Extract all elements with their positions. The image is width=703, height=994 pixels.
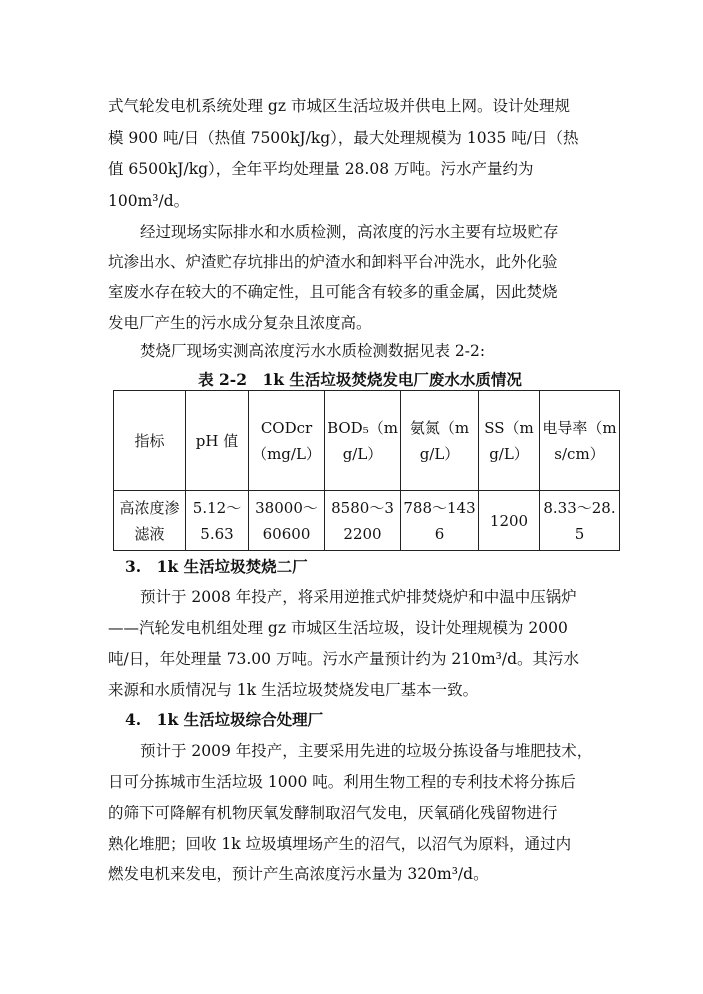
paragraph-line: 室废水存在较大的不确定性，且可能含有较多的重金属，因此焚烧 bbox=[108, 283, 558, 301]
paragraph-line: 值 6500kJ/kg），全年平均处理量 28.08 万吨。污水产量约为 bbox=[108, 160, 534, 178]
paragraph-line: 的筛下可降解有机物厌氧发酵制取沼气发电，厌氧硝化残留物进行 bbox=[108, 804, 558, 822]
paragraph-line: 预计于 2008 年投产，将采用逆推式炉排焚烧炉和中温中压锅炉 bbox=[140, 588, 577, 606]
header-cell: 电导率（ms/cm） bbox=[540, 391, 620, 491]
table-cell: 8.33～28.5 bbox=[540, 491, 620, 551]
paragraph-line: ——汽轮发电机组处理 gz 市城区生活垃圾，设计处理规模为 2000 bbox=[108, 619, 568, 637]
paragraph-line: 日可分拣城市生活垃圾 1000 吨。利用生物工程的专利技术将分拣后 bbox=[108, 773, 576, 791]
paragraph-line: 发电厂产生的污水成分复杂且浓度高。 bbox=[108, 314, 372, 332]
table-header-row bbox=[114, 391, 620, 491]
header-cell: 指标 bbox=[114, 391, 186, 491]
paragraph-line: 坑渗出水、炉渣贮存坑排出的炉渣水和卸料平台冲洗水，此外化验 bbox=[108, 253, 558, 271]
table-cell: 788～1436 bbox=[401, 491, 479, 551]
water-quality-table bbox=[113, 390, 620, 551]
paragraph-line: 式气轮发电机系统处理 gz 市城区生活垃圾并供电上网。设计处理规 bbox=[108, 97, 570, 115]
paragraph-line: 来源和水质情况与 1k 生活垃圾焚烧发电厂基本一致。 bbox=[108, 681, 479, 699]
table-row bbox=[114, 491, 620, 551]
paragraph-line: 模 900 吨/日（热值 7500kJ/kg），最大处理规模为 1035 吨/日（热 bbox=[108, 129, 579, 147]
table-cell: 38000～60600 bbox=[249, 491, 325, 551]
header-cell: BOD₅（mg/L） bbox=[325, 391, 401, 491]
section-heading: 4. 1k 生活垃圾综合处理厂 bbox=[125, 710, 324, 729]
paragraph-line: 预计于 2009 年投产，主要采用先进的垃圾分拣设备与堆肥技术， bbox=[140, 742, 593, 760]
table-cell: 5.12～5.63 bbox=[186, 491, 249, 551]
header-cell: SS（mg/L） bbox=[479, 391, 540, 491]
section-heading: 3. 1k 生活垃圾焚烧二厂 bbox=[125, 557, 308, 576]
paragraph-line: 100m³/d。 bbox=[108, 192, 190, 210]
paragraph-line: 燃发电机来发电，预计产生高浓度污水量为 320m³/d。 bbox=[108, 865, 489, 883]
paragraph-line: 吨/日，年处理量 73.00 万吨。污水产量预计约为 210m³/d。其污水 bbox=[108, 650, 580, 668]
paragraph-line: 焚烧厂现场实测高浓度污水水质检测数据见表 2-2: bbox=[140, 342, 486, 360]
header-cell: pH 值 bbox=[186, 391, 249, 491]
paragraph-line: 经过现场实际排水和水质检测，高浓度的污水主要有垃圾贮存 bbox=[140, 223, 559, 241]
header-cell: 氨氮（mg/L） bbox=[401, 391, 479, 491]
paragraph-line: 熟化堆肥；回收 1k 垃圾填埋场产生的沼气，以沼气为原料，通过内 bbox=[108, 835, 572, 853]
table-caption: 表 2-2 1k 生活垃圾焚烧发电厂废水水质情况 bbox=[198, 370, 522, 389]
table-cell: 高浓度渗滤液 bbox=[114, 491, 186, 551]
table-cell: 1200 bbox=[479, 491, 540, 551]
header-cell: CODcr（mg/L） bbox=[249, 391, 325, 491]
table-cell: 8580～32200 bbox=[325, 491, 401, 551]
